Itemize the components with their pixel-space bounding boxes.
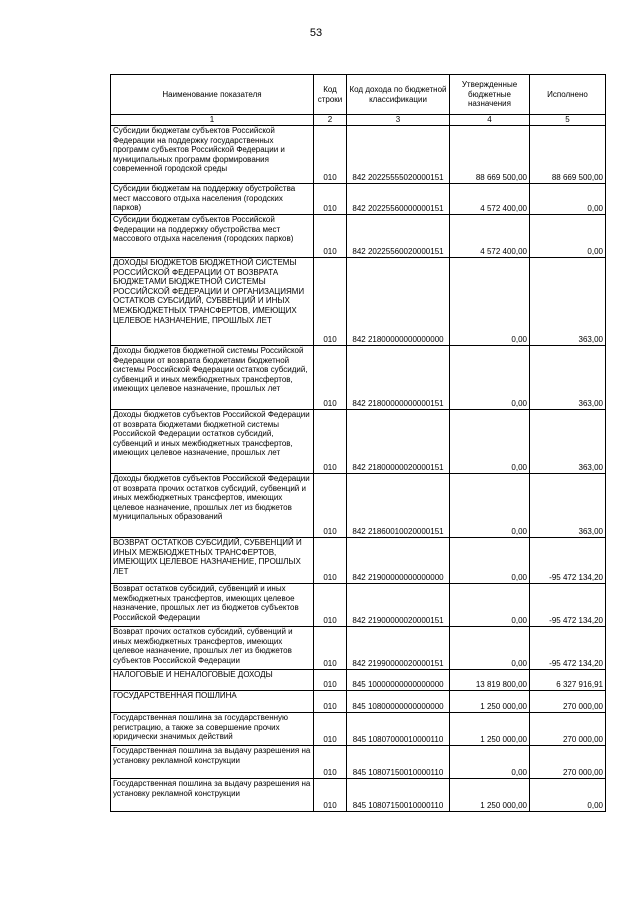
row-code: 842 21800000020000151 (347, 410, 450, 474)
row-name: Возврат остатков субсидий, субвенций и иных межбюджетных трансфертов, имеющих целевое назначение, прошлых лет из бюджетов субъектов Российской Федерации (111, 584, 314, 627)
row-code: 842 21800000000000000 (347, 258, 450, 346)
row-executed: 363,00 (530, 258, 606, 346)
row-name: Доходы бюджетов субъектов Российской Федерации от возврата прочих остатков субсидий, субвенций и иных межбюджетных трансфертов, имеющих целевое назначение, прошлых лет из бюджетов муниципальных образований (111, 474, 314, 538)
row-executed: 270 000,00 (530, 713, 606, 746)
table-row (111, 746, 606, 779)
row-approved: 0,00 (450, 746, 530, 779)
row-approved: 0,00 (450, 627, 530, 670)
row-line: 010 (314, 691, 347, 713)
row-code: 845 10807150010000110 (347, 746, 450, 779)
row-code: 842 21860010020000151 (347, 474, 450, 538)
row-code: 842 20225560000000151 (347, 184, 450, 215)
row-code: 845 10800000000000000 (347, 691, 450, 713)
row-approved: 0,00 (450, 258, 530, 346)
row-code: 842 20225555020000151 (347, 126, 450, 184)
index-cell: 2 (314, 115, 347, 126)
row-name: Государственная пошлина за выдачу разрешения на установку рекламной конструкции (111, 779, 314, 812)
index-cell: 1 (111, 115, 314, 126)
row-name: ГОСУДАРСТВЕННАЯ ПОШЛИНА (111, 691, 314, 713)
row-code: 845 10807150010000110 (347, 779, 450, 812)
row-name: Доходы бюджетов бюджетной системы Российской Федерации от возврата бюджетами бюджетной системы Российской Федерации остатков субсидий, субвенций и иных межбюджетных трансфертов, имеющих целевое назначение, прошлых лет (111, 346, 314, 410)
row-name: Субсидии бюджетам субъектов Российской Федерации на поддержку государственных программ субъектов Российской Федерации и муниципальных программ формирования современной городской среды (111, 126, 314, 184)
row-executed: 0,00 (530, 215, 606, 258)
table-row (111, 691, 606, 713)
table-row (111, 346, 606, 410)
row-approved: 0,00 (450, 346, 530, 410)
table-row (111, 215, 606, 258)
row-executed: 0,00 (530, 779, 606, 812)
row-code: 842 21990000020000151 (347, 627, 450, 670)
row-line: 010 (314, 670, 347, 691)
row-executed: 363,00 (530, 346, 606, 410)
row-line: 010 (314, 538, 347, 584)
row-name: Субсидии бюджетам субъектов Российской Федерации на поддержку обустройства мест массового отдыха населения (городских парков) (111, 215, 314, 258)
row-line: 010 (314, 713, 347, 746)
row-executed: -95 472 134,20 (530, 538, 606, 584)
row-line: 010 (314, 474, 347, 538)
row-executed: 270 000,00 (530, 691, 606, 713)
row-approved: 0,00 (450, 410, 530, 474)
row-line: 010 (314, 184, 347, 215)
row-name: ВОЗВРАТ ОСТАТКОВ СУБСИДИЙ, СУБВЕНЦИЙ И ИНЫХ МЕЖБЮДЖЕТНЫХ ТРАНСФЕРТОВ, ИМЕЮЩИХ ЦЕЛЕВОЕ НАЗНАЧЕНИЕ, ПРОШЛЫХ ЛЕТ (111, 538, 314, 584)
header-executed: Исполнено (530, 75, 606, 115)
row-line: 010 (314, 346, 347, 410)
table-row (111, 713, 606, 746)
row-executed: 363,00 (530, 474, 606, 538)
header-line: Код строки (314, 75, 347, 115)
header-row (111, 75, 606, 115)
row-executed: 363,00 (530, 410, 606, 474)
row-executed: 88 669 500,00 (530, 126, 606, 184)
row-approved: 13 819 800,00 (450, 670, 530, 691)
table-row (111, 410, 606, 474)
row-line: 010 (314, 410, 347, 474)
table-row (111, 627, 606, 670)
row-name: Субсидии бюджетам на поддержку обустройства мест массового отдыха населения (городских парков) (111, 184, 314, 215)
index-cell: 3 (347, 115, 450, 126)
row-approved: 0,00 (450, 584, 530, 627)
header-name: Наименование показателя (111, 75, 314, 115)
row-executed: 6 327 916,91 (530, 670, 606, 691)
row-approved: 1 250 000,00 (450, 691, 530, 713)
row-line: 010 (314, 779, 347, 812)
index-row (111, 115, 606, 126)
header-approved: Утвержденные бюджетные назначения (450, 75, 530, 115)
row-name: ДОХОДЫ БЮДЖЕТОВ БЮДЖЕТНОЙ СИСТЕМЫ РОССИЙСКОЙ ФЕДЕРАЦИИ ОТ ВОЗВРАТА БЮДЖЕТАМИ БЮДЖЕТНОЙ СИСТЕМЫ РОССИЙСКОЙ ФЕДЕРАЦИИ И ОРГАНИЗАЦИЯМИ ОСТАТКОВ СУБСИДИЙ, СУБВЕНЦИЙ И ИНЫХ МЕЖБЮДЖЕТНЫХ ТРАНСФЕРТОВ, ИМЕЮЩИХ ЦЕЛЕВОЕ НАЗНАЧЕНИЕ, ПРОШЛЫХ ЛЕТ (111, 258, 314, 346)
row-code: 845 10000000000000000 (347, 670, 450, 691)
row-code: 842 21800000000000151 (347, 346, 450, 410)
row-approved: 88 669 500,00 (450, 126, 530, 184)
row-name: НАЛОГОВЫЕ И НЕНАЛОГОВЫЕ ДОХОДЫ (111, 670, 314, 691)
table-row (111, 670, 606, 691)
row-approved: 4 572 400,00 (450, 184, 530, 215)
row-code: 842 21900000020000151 (347, 584, 450, 627)
header-code: Код дохода по бюджетной классификации (347, 75, 450, 115)
row-line: 010 (314, 126, 347, 184)
table-row (111, 474, 606, 538)
row-line: 010 (314, 584, 347, 627)
table-row (111, 184, 606, 215)
row-executed: -95 472 134,20 (530, 584, 606, 627)
index-cell: 4 (450, 115, 530, 126)
index-cell: 5 (530, 115, 606, 126)
table-row (111, 258, 606, 346)
row-line: 010 (314, 627, 347, 670)
revenue-table (110, 74, 606, 812)
row-line: 010 (314, 215, 347, 258)
row-name: Возврат прочих остатков субсидий, субвенций и иных межбюджетных трансфертов, имеющих целевое назначение, прошлых лет из бюджетов субъектов Российской Федерации (111, 627, 314, 670)
table-row (111, 538, 606, 584)
row-name: Доходы бюджетов субъектов Российской Федерации от возврата бюджетами бюджетной системы Российской Федерации остатков субсидий, субвенций и иных межбюджетных трансфертов, имеющих целевое назначение, прошлых лет (111, 410, 314, 474)
row-name: Государственная пошлина за выдачу разрешения на установку рекламной конструкции (111, 746, 314, 779)
row-approved: 0,00 (450, 474, 530, 538)
page-number: 53 (309, 27, 323, 39)
row-approved: 0,00 (450, 538, 530, 584)
row-code: 845 10807000010000110 (347, 713, 450, 746)
table-row (111, 126, 606, 184)
row-approved: 1 250 000,00 (450, 779, 530, 812)
row-executed: 270 000,00 (530, 746, 606, 779)
row-code: 842 20225560020000151 (347, 215, 450, 258)
row-approved: 1 250 000,00 (450, 713, 530, 746)
row-code: 842 21900000000000000 (347, 538, 450, 584)
row-executed: -95 472 134,20 (530, 627, 606, 670)
row-executed: 0,00 (530, 184, 606, 215)
table-row (111, 779, 606, 812)
row-line: 010 (314, 258, 347, 346)
row-approved: 4 572 400,00 (450, 215, 530, 258)
row-name: Государственная пошлина за государственную регистрацию, а также за совершение прочих юридически значимых действий (111, 713, 314, 746)
table-row (111, 584, 606, 627)
row-line: 010 (314, 746, 347, 779)
